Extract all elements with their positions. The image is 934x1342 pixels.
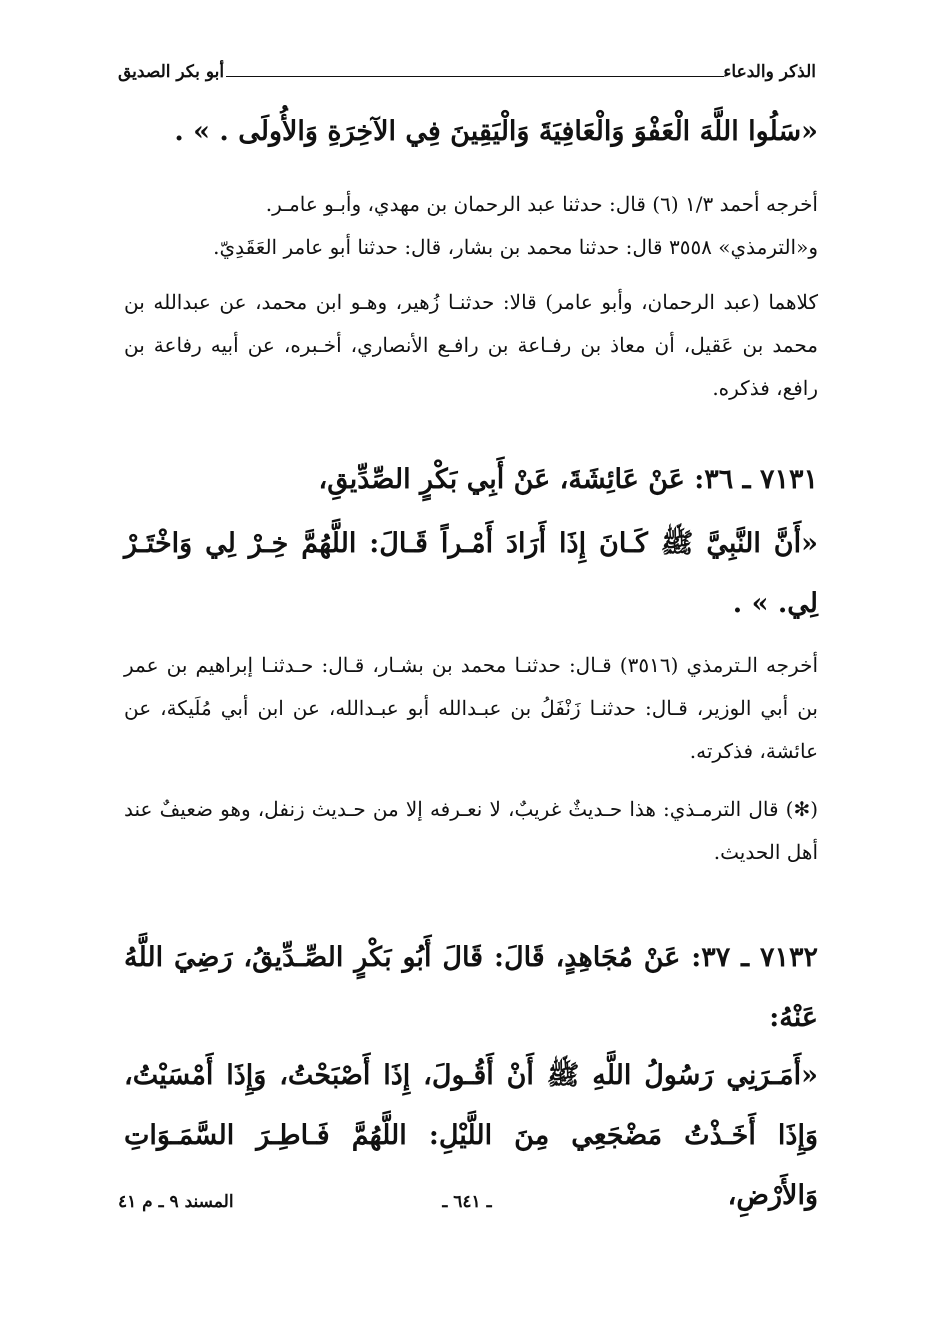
header-chapter-title: الذكر والدعاء: [723, 62, 816, 82]
page-number: ـ ٦٤١ ـ: [442, 1192, 492, 1212]
hadith-7131-text: «أَنَّ النَّبِيَّ ﷺ كَـانَ إِذَا أَرَادَ أَمْـراً قَـالَ: اللَّهُمَّ خِـرْ لِي وَاخْتَـرْ لِي. » .: [124, 528, 818, 619]
takhrij-note-1-line-2: و«الترمذي» ٣٥٥٨ قال: حدثنا محمد بن بشار، قال: حدثنا أبو عامر العَقَدِيّ.: [213, 235, 818, 259]
hadith-7131-heading: ٧١٣١ ـ ٣٦: عَنْ عَائِشَةَ، عَنْ أَبِي بَكْرٍ الصِّدِّيقِ،: [318, 464, 818, 495]
takhrij-note-1-line-1: أخرجه أحمد ١/٣ (٦) قال: حدثنا عبد الرحمان بن مهدي، وأبـو عامـر.: [265, 192, 818, 216]
quote-line: «سَلُوا اللَّهَ الْعَفْوَ وَالْعَافِيَةَ وَالْيَقِينَ فِي الآخِرَةِ وَالأُولَى . » .: [174, 116, 818, 147]
takhrij-note-1: [124, 183, 818, 269]
takhrij-note-2: كلاهما (عبد الرحمان، وأبو عامر) قالا: حدثنـا زُهير، وهـو ابن محمد، عن عبدالله بن محمد بن عَقيل، أن معاذ بن رفـاعة بن رافـع الأنصاري، أخـبره، عن أبيه رفاعة بن رافع، فذكره.: [124, 290, 818, 400]
header-section-title: أبو بكر الصديق: [118, 62, 225, 82]
page-footer: [118, 1192, 816, 1222]
hadith-7132-text: «أَمَـرَنِي رَسُولُ اللَّهِ ﷺ أَنْ أَقُـولَ، إِذَا أَصْبَحْتُ، وَإِذَا أَمْسَيْتُ، وَإِذَا أَخَـذْتُ مَضْجَعِي مِنَ اللَّيْلِ: اللَّهُمَّ فَـاطِـرَ السَّمَـوَاتِ وَالأَرْضِ،: [124, 1060, 818, 1211]
running-header: [118, 62, 816, 92]
signature-mark: المسند ٩ ـ م ٤١: [118, 1192, 234, 1212]
takhrij-note-3: أخرجه الـترمذي (٣٥١٦) قـال: حدثنـا محمد بن بشـار، قـال: حـدثنـا إبراهيم بن عمر بن أبي الوزير، قـال: حدثنـا زَنْفَلُ بن عبـدالله أبو عبـدالله، عن ابن أبي مُلَيكة، عن عائشة، فذكرته.: [124, 653, 818, 763]
hadith-7132-heading: ٧١٣٢ ـ ٣٧: عَنْ مُجَاهِدٍ، قَالَ: قَالَ أَبُو بَكْرٍ الصِّـدِّيقُ، رَضِيَ اللَّهُ عَنْهُ:: [124, 942, 818, 1033]
tirmidhi-comment: (✻) قال الترمـذي: هذا حـديثٌ غريبٌ، لا نعـرفه إلا من حـديث زنفل، وهو ضعيفٌ عند أهل الحديث.: [124, 797, 818, 864]
header-rule: [226, 76, 724, 77]
